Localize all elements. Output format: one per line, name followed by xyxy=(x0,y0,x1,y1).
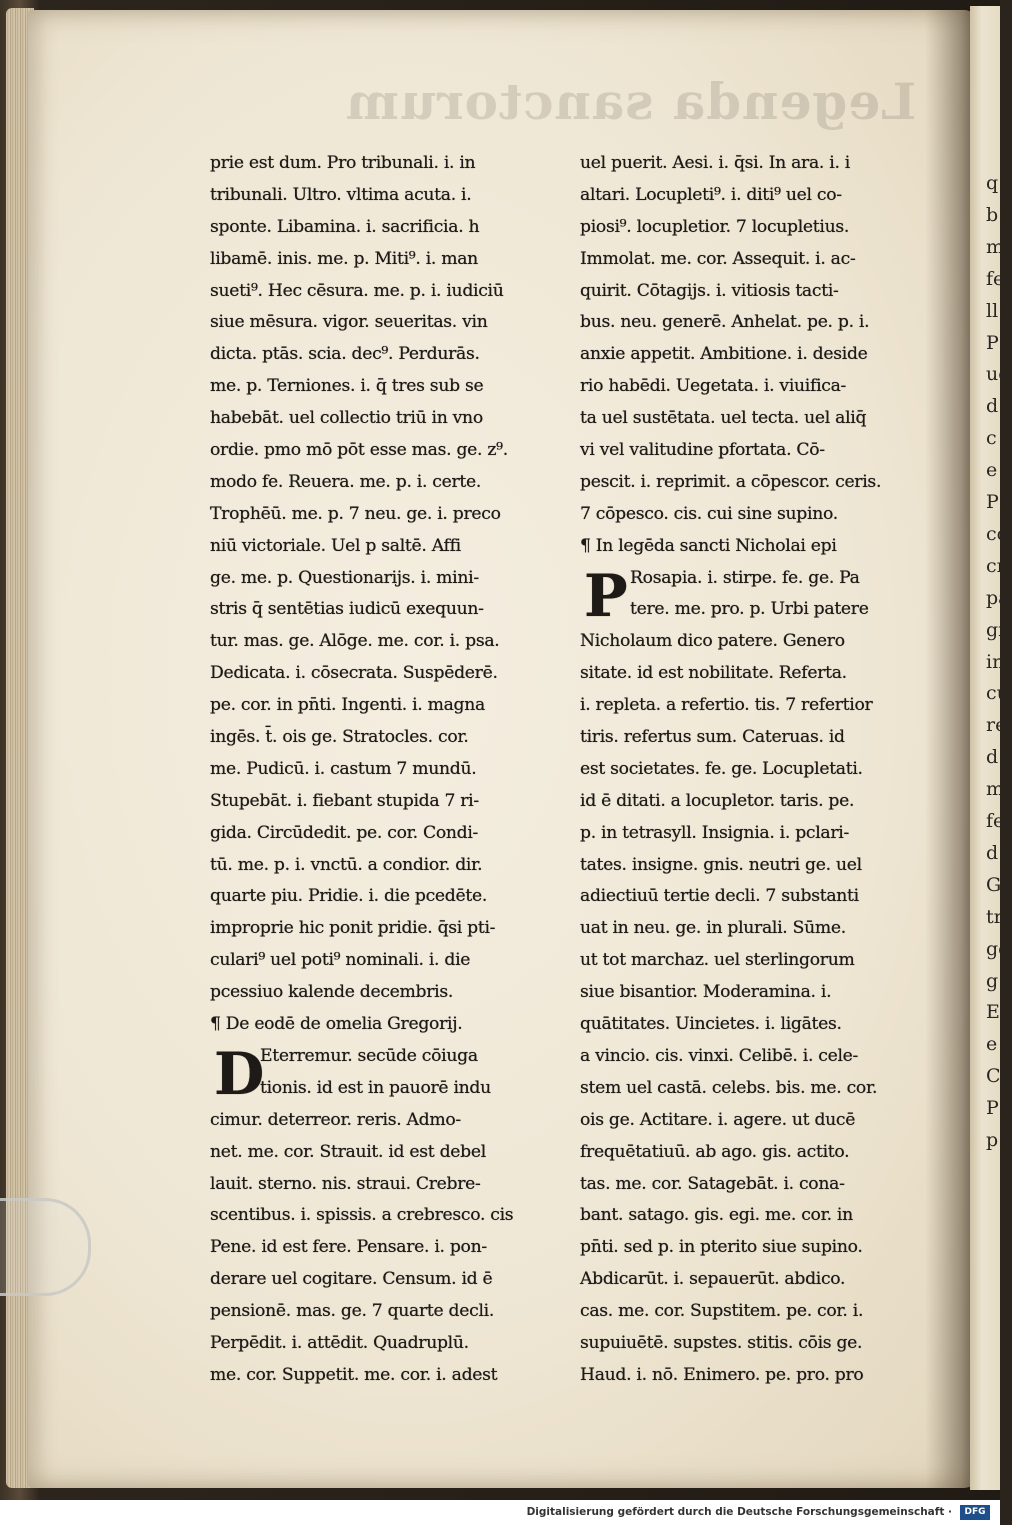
text-line: culari⁹ uel poti⁹ nominali. i. die xyxy=(210,950,471,971)
facing-page-fragment: d xyxy=(986,746,999,769)
text-line: me. p. Terniones. i. q̄ tres sub se xyxy=(210,376,484,397)
funding-credit: Digitalisierung gefördert durch die Deutsche Forschungsgemeinschaft · xyxy=(526,1506,952,1518)
text-line: uel puerit. Aesi. i. q̄si. In ara. i. i xyxy=(580,153,850,173)
text-line: tates. insigne. gnis. neutri ge. uel xyxy=(580,854,862,875)
text-line: tribunali. Ultro. vltima acuta. i. xyxy=(210,184,472,205)
text-line: net. me. cor. Strauit. id est debel xyxy=(210,1141,486,1162)
text-line: anxie appetit. Ambitione. i. deside xyxy=(580,344,868,365)
text-line: Nicholaum dico patere. Genero xyxy=(580,631,845,652)
text-line: me. cor. Suppetit. me. cor. i. adest xyxy=(210,1364,498,1385)
text-line: tas. me. cor. Satagebāt. i. cona- xyxy=(580,1173,845,1194)
text-line-content: tere. me. pro. p. Urbi patere xyxy=(630,599,869,620)
text-line: piosi⁹. locupletior. 7 locupletius. xyxy=(580,216,850,237)
text-line: sponte. Libamina. i. sacrificia. h xyxy=(210,216,480,237)
text-line: gida. Circūdedit. pe. cor. Condi- xyxy=(210,822,479,843)
facing-page-fragment: in xyxy=(986,650,1005,673)
text-line: stem uel castā. celebs. bis. me. cor. xyxy=(580,1077,878,1098)
text-line: ge. me. p. Questionarijs. i. mini- xyxy=(210,567,479,588)
text-line: altari. Locupleti⁹. i. diti⁹ uel co- xyxy=(580,184,842,205)
text-line: a vincio. cis. vinxi. Celibē. i. cele- xyxy=(580,1045,859,1066)
text-line: ut tot marchaz. uel sterlingorum xyxy=(580,950,855,971)
text-line: tū. me. p. i. vnctū. a condior. dir. xyxy=(210,854,483,875)
text-line: Dedicata. i. cōsecrata. Suspēderē. xyxy=(210,663,498,684)
facing-page-fragment: m xyxy=(986,235,1005,258)
text-line: est societates. fe. ge. Locupletati. xyxy=(580,758,863,779)
text-line: ordie. pmo mō pōt esse mas. ge. z⁹. xyxy=(210,440,508,461)
text-line: Immolat. me. cor. Assequit. i. ac- xyxy=(580,248,856,269)
text-line: rio habēdi. Uegetata. i. viuifica- xyxy=(580,376,847,397)
text-line: ¶ De eodē de omelia Gregorij. xyxy=(210,1014,463,1035)
show-through-running-title: Legenda sanctorum xyxy=(345,72,917,131)
text-line: libamē. inis. me. p. Miti⁹. i. man xyxy=(210,248,478,269)
text-line: tur. mas. ge. Alōge. me. cor. i. psa. xyxy=(210,631,500,652)
facing-page-fragment: ge xyxy=(986,937,1010,960)
facing-page-fragment: g xyxy=(986,969,999,992)
text-line: me. Pudicū. i. castum 7 mundū. xyxy=(210,758,477,779)
facing-page-fragment: p xyxy=(986,1129,999,1151)
text-line xyxy=(580,594,910,626)
facing-page-fragment: e xyxy=(986,1033,998,1056)
text-line-content: Eterremur. secūde cōiuga xyxy=(260,1045,478,1066)
text-line-content: Rosapia. i. stirpe. fe. ge. Pa xyxy=(630,567,860,588)
facing-page-fragment: Co xyxy=(986,1065,1012,1088)
facing-page-fragment: cr xyxy=(986,554,1006,577)
text-line: scentibus. i. spissis. a crebresco. cis xyxy=(210,1205,514,1226)
facing-page-fragment: co xyxy=(986,522,1009,545)
text-line: adiectiuū tertie decli. 7 substanti xyxy=(580,886,859,907)
text-line: bus. neu. generē. Anhelat. pe. p. i. xyxy=(580,312,870,333)
text-line: Pene. id est fere. Pensare. i. pon- xyxy=(210,1237,487,1258)
drop-capital: D xyxy=(214,1039,264,1108)
facing-page-fragment: tr xyxy=(986,905,1003,928)
text-line: Stupebāt. i. fiebant stupida 7 ri- xyxy=(210,790,479,811)
text-line: pensionē. mas. ge. 7 quarte decli. xyxy=(210,1301,495,1322)
text-line: derare uel cogitare. Censum. id ē xyxy=(210,1269,493,1290)
drop-capital: P xyxy=(584,561,628,630)
text-line: Trophēū. me. p. 7 neu. ge. i. preco xyxy=(210,503,501,524)
text-line: Perpēdit. i. attēdit. Quadruplū. xyxy=(210,1332,469,1353)
text-line: habebāt. uel collectio triū in vno xyxy=(210,408,483,429)
facing-page-fragment: G xyxy=(986,873,1002,896)
facing-page-fragment: e xyxy=(986,459,998,482)
text-line: p. in tetrasyll. Insignia. i. pclari- xyxy=(580,822,849,843)
facing-page-fragment: re xyxy=(986,714,1007,737)
facing-page-fragment: gi xyxy=(986,618,1005,641)
text-line: modo fe. Reuera. me. p. i. certe. xyxy=(210,471,482,492)
text-line: supuiuētē. supstes. stitis. cōis ge. xyxy=(580,1332,863,1353)
text-line: cimur. deterreor. reris. Admo- xyxy=(210,1109,461,1130)
facing-page-fragment: c xyxy=(986,427,997,450)
text-line: niū victoriale. Uel p saltē. Affi xyxy=(210,535,461,556)
facing-page-fragment: P xyxy=(986,1097,999,1120)
text-line: ¶ In legēda sancti Nicholai epi xyxy=(580,535,837,556)
text-line-content: tionis. id est in pauorē indu xyxy=(260,1077,491,1098)
text-line: frequētatiuū. ab ago. gis. actito. xyxy=(580,1141,850,1162)
text-line: pcessiuo kalende decembris. xyxy=(210,982,454,1003)
text-line: cas. me. cor. Supstitem. pe. cor. i. xyxy=(580,1301,864,1322)
text-line: lauit. sterno. nis. straui. Crebre- xyxy=(210,1173,481,1194)
text-line: ingēs. t̄. ois ge. Stratocles. cor. xyxy=(210,727,469,748)
right-text-column xyxy=(580,148,910,1392)
text-line: pe. cor. in pn̄ti. Ingenti. i. magna xyxy=(210,695,485,716)
text-line: improprie hic ponit pridie. q̄si pti- xyxy=(210,918,496,939)
facing-page-fragment: E xyxy=(986,1001,1000,1024)
text-line: sitate. id est nobilitate. Referta. xyxy=(580,663,847,684)
facing-page-fragment: pa xyxy=(986,586,1010,609)
facing-page-fragment: b xyxy=(986,203,999,226)
footer-bar xyxy=(0,1500,1000,1525)
text-line: quirit. Cōtagijs. i. vitiosis tacti- xyxy=(580,280,839,301)
text-line: bant. satago. gis. egi. me. cor. in xyxy=(580,1205,853,1226)
text-line xyxy=(210,1073,555,1105)
facing-page-fragment: P xyxy=(986,491,999,513)
facing-page-fragment: P xyxy=(986,331,999,354)
text-line: id ē ditati. a locupletor. taris. pe. xyxy=(580,790,855,811)
facing-page-fragment: fe xyxy=(986,810,1005,832)
text-line: ois ge. Actitare. i. agere. ut ducē xyxy=(580,1109,856,1130)
text-line: pn̄ti. sed p. in pterito siue supino. xyxy=(580,1237,863,1258)
text-line: i. repleta. a refertio. tis. 7 refertior xyxy=(580,695,873,716)
text-line: vi vel valitudine pfortata. Cō- xyxy=(580,440,825,461)
left-text-column xyxy=(210,148,555,1392)
text-line: uat in neu. ge. in plurali. Sūme. xyxy=(580,918,846,939)
text-line: siue bisantior. Moderamina. i. xyxy=(580,982,832,1003)
text-line: stris q̄ sentētias iudicū exequun- xyxy=(210,599,484,620)
text-line: pescit. i. reprimit. a cōpescor. ceris. xyxy=(580,471,882,492)
facing-page-fragment: cu xyxy=(986,682,1009,705)
dfg-logo: DFG xyxy=(960,1505,990,1520)
text-line: tiris. refertus sum. Cateruas. id xyxy=(580,727,845,748)
text-line: quātitates. Uincietes. i. ligātes. xyxy=(580,1014,842,1035)
text-line: prie est dum. Pro tribunali. i. in xyxy=(210,153,476,173)
facing-page-edge xyxy=(970,6,1012,1490)
facing-page-fragment: ll xyxy=(986,299,999,322)
text-line: Haud. i. nō. Enimero. pe. pro. pro xyxy=(580,1364,864,1385)
facing-page-fragment: ue xyxy=(986,363,1010,386)
facing-page-fragment: q xyxy=(986,172,999,194)
text-line: Abdicarūt. i. sepauerūt. abdico. xyxy=(580,1269,846,1290)
facing-page-fragment: d xyxy=(986,395,999,418)
text-line: quarte piu. Pridie. i. die pcedēte. xyxy=(210,886,488,907)
text-line: ta uel sustētata. uel tecta. uel aliq̄ xyxy=(580,408,867,429)
facing-page-fragment: fe xyxy=(986,267,1005,290)
page-clip xyxy=(0,1198,91,1296)
facing-page-fragment: d xyxy=(986,841,999,864)
text-line: sueti⁹. Hec cēsura. me. p. i. iudiciū xyxy=(210,280,504,301)
text-line: siue mēsura. vigor. seueritas. vin xyxy=(210,312,488,333)
facing-page-fragment: m xyxy=(986,778,1005,801)
text-line: dicta. ptās. scia. dec⁹. Perdurās. xyxy=(210,344,480,365)
text-line: 7 cōpesco. cis. cui sine supino. xyxy=(580,503,838,524)
